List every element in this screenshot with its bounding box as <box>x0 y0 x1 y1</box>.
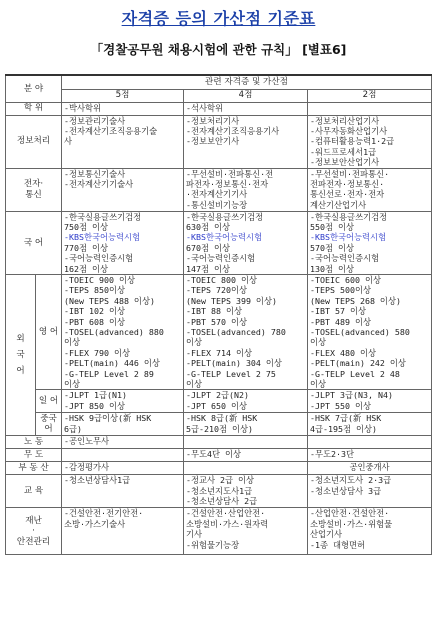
category-line: 외 <box>16 334 25 345</box>
cell-line: -G-TELP Level 2 75 <box>186 368 276 379</box>
cell-5pt <box>62 475 184 508</box>
cell-line: -1종 대형면허 <box>310 539 366 550</box>
cell-line: -PBT 570 이상 <box>186 316 247 327</box>
cell-line: 소방설비·가스·위험물 <box>310 518 393 529</box>
cell-line: -국어능력인증시험 <box>310 253 380 264</box>
cell-line: -JPT 550 이상 <box>310 400 371 411</box>
cell-line: 750점 이상 <box>64 221 109 232</box>
cell-2pt <box>308 475 432 508</box>
cell-4pt <box>184 413 308 436</box>
cell-2pt <box>308 390 432 413</box>
category-label: 부 동 산 <box>6 462 62 475</box>
category-line: · <box>32 526 35 537</box>
cell-line: 소방설비·가스·원자력 <box>186 518 269 529</box>
kbs-line: -KBS한국어능력시험 <box>310 232 387 243</box>
cell-line: -PELT(main) 242 이상 <box>310 358 406 369</box>
cell-line: -IBT 88 이상 <box>186 306 242 317</box>
cell-2pt <box>308 436 432 449</box>
category-label: 중국어 <box>36 413 62 436</box>
cell-line: -감정평가사 <box>64 462 110 473</box>
cell-4pt <box>184 102 308 115</box>
cell-line: 이상 <box>310 337 327 348</box>
header-2pt: 2점 <box>308 89 432 102</box>
cell-line: 4급-195점 이상) <box>310 423 378 434</box>
header-4pt: 4점 <box>184 89 308 102</box>
cell-line: 전파전자·정보통신· <box>310 178 385 189</box>
cell-5pt <box>62 274 184 389</box>
cell-line: 산업기사 <box>310 529 343 540</box>
page-subtitle: 「경찰공무원 채용시험에 관한 규칙」 [별표6] <box>90 42 347 57</box>
cell-line: -사무자동화산업기사 <box>310 125 388 136</box>
cell-line: 이상 <box>64 337 81 348</box>
cell-5pt <box>62 168 184 211</box>
category-label: 영 어 <box>36 274 62 389</box>
category-label <box>6 168 62 211</box>
cell-line: -통신설비기능장 <box>186 199 248 210</box>
kbs-line: -KBS한국어능력시험 <box>64 232 141 243</box>
cell-5pt <box>62 390 184 413</box>
cell-line: -정보보안산업기사 <box>310 157 380 168</box>
row-japanese <box>6 390 432 413</box>
category-line: 전자· <box>23 179 44 190</box>
cell-line: -JPT 850 이상 <box>64 400 125 411</box>
cell-line: -워드프로세서1급 <box>310 146 377 157</box>
cell-line: -PELT(main) 446 이상 <box>64 358 160 369</box>
cell-line: 소방·가스기술사 <box>64 518 126 529</box>
cell-line: -청소년상담사 3급 <box>310 485 382 496</box>
category-label: 정보처리 <box>6 115 62 168</box>
cell-line: 630점 이상 <box>186 221 231 232</box>
cell-5pt <box>62 436 184 449</box>
cell-5pt <box>62 508 184 555</box>
cell-2pt <box>308 508 432 555</box>
cell-line: -JLPT 1급(N1) <box>64 390 127 401</box>
header-category: 분 야 <box>6 75 62 102</box>
cell-line: -무선설비·전파통신· <box>310 168 390 179</box>
row-english <box>6 274 432 389</box>
cell-line: -IBT 102 이상 <box>64 306 125 317</box>
cell-line: -G-TELP Level 2 48 <box>310 368 400 379</box>
cell-line: -무도4단 이상 <box>186 449 242 460</box>
cell-line: -FLEX 480 이상 <box>310 347 376 358</box>
cell-line: -청소년상담사 2급 <box>186 496 258 507</box>
cell-line: -한국실용글쓰기검정 <box>310 211 388 222</box>
cell-2pt <box>308 274 432 389</box>
cell-2pt <box>308 168 432 211</box>
category-label: 무 도 <box>6 449 62 462</box>
cell-5pt <box>62 102 184 115</box>
cell-line: -TOEIC 600 이상 <box>310 274 381 285</box>
row-electronics-telecom <box>6 168 432 211</box>
category-line: 재난 <box>25 515 42 526</box>
cell-line: (New TEPS 488 이상) <box>64 295 155 306</box>
category-line: 안전관리 <box>16 536 51 547</box>
category-line: 통신 <box>25 189 42 200</box>
category-label: 일 어 <box>36 390 62 413</box>
category-label: 교 육 <box>6 475 62 508</box>
cell-line: ·전자계산기기사 <box>186 189 248 200</box>
cell-line: 사 <box>64 136 73 147</box>
cell-line: 이상 <box>186 337 203 348</box>
cell-line: -TOEIC 800 이상 <box>186 274 257 285</box>
cell-line: -IBT 57 이상 <box>310 306 366 317</box>
cell-line: -TEPS 850이상 <box>64 285 125 296</box>
row-chinese <box>6 413 432 436</box>
cell-line: -HSK 9급이상(新 HSK <box>64 413 152 424</box>
cell-line: -청소년지도사 2·3급 <box>310 475 392 486</box>
cell-2pt <box>308 211 432 274</box>
cell-line: 162점 이상 <box>64 263 109 274</box>
cell-2pt <box>308 413 432 436</box>
cell-4pt <box>184 274 308 389</box>
cell-4pt <box>184 475 308 508</box>
cell-line: 이상 <box>64 379 81 390</box>
cell-line: -PBT 489 이상 <box>310 316 371 327</box>
cell-line: -정보처리산업기사 <box>310 115 380 126</box>
cell-line: -석사학위 <box>186 102 224 113</box>
cell-line: -TOSEL(advanced) 880 <box>64 327 164 337</box>
cell-line: -청소년지도사1급 <box>186 485 253 496</box>
cell-line: -PBT 608 이상 <box>64 316 125 327</box>
cell-5pt <box>62 413 184 436</box>
cell-line: -정보관리기술사 <box>64 115 126 126</box>
cell-4pt <box>184 211 308 274</box>
cell-line: -정교사 2급 이상 <box>186 475 255 486</box>
cell-line: -TOSEL(advanced) 780 <box>186 327 286 337</box>
cell-5pt <box>62 115 184 168</box>
cell-line: 6급) <box>64 423 83 434</box>
cell-line: -HSK 7급(新 HSK <box>310 413 382 424</box>
cell-line: -한국실용글쓰기검정 <box>64 211 142 222</box>
cell-line: -건설안전·전기안전· <box>64 508 144 519</box>
cell-line: -TOSEL(advanced) 580 <box>310 327 410 337</box>
cell-line: -산업안전·건설안전· <box>310 508 390 519</box>
cell-line: -무도2·3단 <box>310 449 355 460</box>
cell-4pt <box>184 462 308 475</box>
cell-line: -건설안전·산업안전· <box>186 508 266 519</box>
cell-line: -PELT(main) 304 이상 <box>186 358 282 369</box>
cell-line: -한국실용글쓰기검정 <box>186 211 264 222</box>
cell-line: 공인중개사 <box>349 462 390 473</box>
cell-line: 5급-210점 이상) <box>186 423 254 434</box>
row-disaster-safety <box>6 508 432 555</box>
cell-line: 파전자·정보통신·전자 <box>186 178 269 189</box>
cell-line: -FLEX 714 이상 <box>186 347 252 358</box>
cell-2pt <box>308 102 432 115</box>
cell-4pt <box>184 115 308 168</box>
category-label <box>6 508 62 555</box>
cell-line: -정보통신기술사 <box>64 168 126 179</box>
cell-line: -TEPS 500이상 <box>310 285 371 296</box>
cell-2pt <box>308 449 432 462</box>
cell-line: 계산기산업기사 <box>310 199 367 210</box>
cell-4pt <box>184 390 308 413</box>
cell-line: -위험물기능장 <box>186 539 240 550</box>
cell-line: -FLEX 790 이상 <box>64 347 130 358</box>
cell-line: -청소년상담사1급 <box>64 475 131 486</box>
cell-line: -국어능력인증시험 <box>64 253 134 264</box>
cell-line: 147점 이상 <box>186 263 231 274</box>
cell-line: 670점 이상 <box>186 242 231 253</box>
cell-4pt <box>184 168 308 211</box>
cell-4pt <box>184 436 308 449</box>
row-labor <box>6 436 432 449</box>
row-education <box>6 475 432 508</box>
cell-line: -전자계산기조직응용기술 <box>64 125 158 136</box>
category-line: 국 <box>16 350 25 361</box>
category-label: 노 동 <box>6 436 62 449</box>
category-label: 국 어 <box>6 211 62 274</box>
cell-line: 770점 이상 <box>64 242 109 253</box>
cell-line: -전자계산기조직응용기사 <box>186 125 280 136</box>
cell-line: -JPT 650 이상 <box>186 400 247 411</box>
cell-line: -박사학위 <box>64 102 102 113</box>
cell-line: -컴퓨터활용능력1·2급 <box>310 136 395 147</box>
row-info-processing <box>6 115 432 168</box>
cell-line: -JLPT 3급(N3, N4) <box>310 390 393 401</box>
cell-line: 570점 이상 <box>310 242 355 253</box>
cell-line: -정보보안기사 <box>186 136 240 147</box>
cell-line: 이상 <box>186 379 203 390</box>
cell-4pt <box>184 508 308 555</box>
cell-2pt <box>308 462 432 475</box>
cell-4pt <box>184 449 308 462</box>
cell-line: -TOEIC 900 이상 <box>64 274 135 285</box>
cell-line: -JLPT 2급(N2) <box>186 390 249 401</box>
cell-line: 통신선로·전자·전자 <box>310 189 385 200</box>
row-martial-arts <box>6 449 432 462</box>
cell-line: -국어능력인증시험 <box>186 253 256 264</box>
cell-line: 130점 이상 <box>310 263 355 274</box>
cell-line: (New TEPS 399 이상) <box>186 295 277 306</box>
cell-line: -HSK 8급(新 HSK <box>186 413 258 424</box>
cell-5pt <box>62 462 184 475</box>
bonus-points-table <box>5 74 432 555</box>
cell-line: 기사 <box>186 529 203 540</box>
row-degree <box>6 102 432 115</box>
cell-line: -공인노무사 <box>64 436 110 447</box>
cell-line: 이상 <box>310 379 327 390</box>
cell-line: 550점 이상 <box>310 221 355 232</box>
category-label: 학 위 <box>6 102 62 115</box>
foreign-language-label <box>6 274 36 435</box>
header-group: 관련 자격증 및 가산점 <box>62 75 432 89</box>
cell-line: -G-TELP Level 2 89 <box>64 368 154 379</box>
cell-line: -TEPS 720이상 <box>186 285 247 296</box>
cell-5pt <box>62 211 184 274</box>
category-line: 어 <box>16 366 25 377</box>
kbs-line: -KBS한국어능력시험 <box>186 232 263 243</box>
page-title: 자격증 등의 가산점 기준표 <box>121 9 316 28</box>
row-real-estate <box>6 462 432 475</box>
cell-line: -무선설비·전파통신·전 <box>186 168 274 179</box>
row-korean <box>6 211 432 274</box>
cell-line: -전자계산기기술사 <box>64 178 134 189</box>
cell-line: -정보처리기사 <box>186 115 240 126</box>
cell-line: (New TEPS 268 이상) <box>310 295 401 306</box>
cell-2pt <box>308 115 432 168</box>
cell-5pt <box>62 449 184 462</box>
header-5pt: 5점 <box>62 89 184 102</box>
